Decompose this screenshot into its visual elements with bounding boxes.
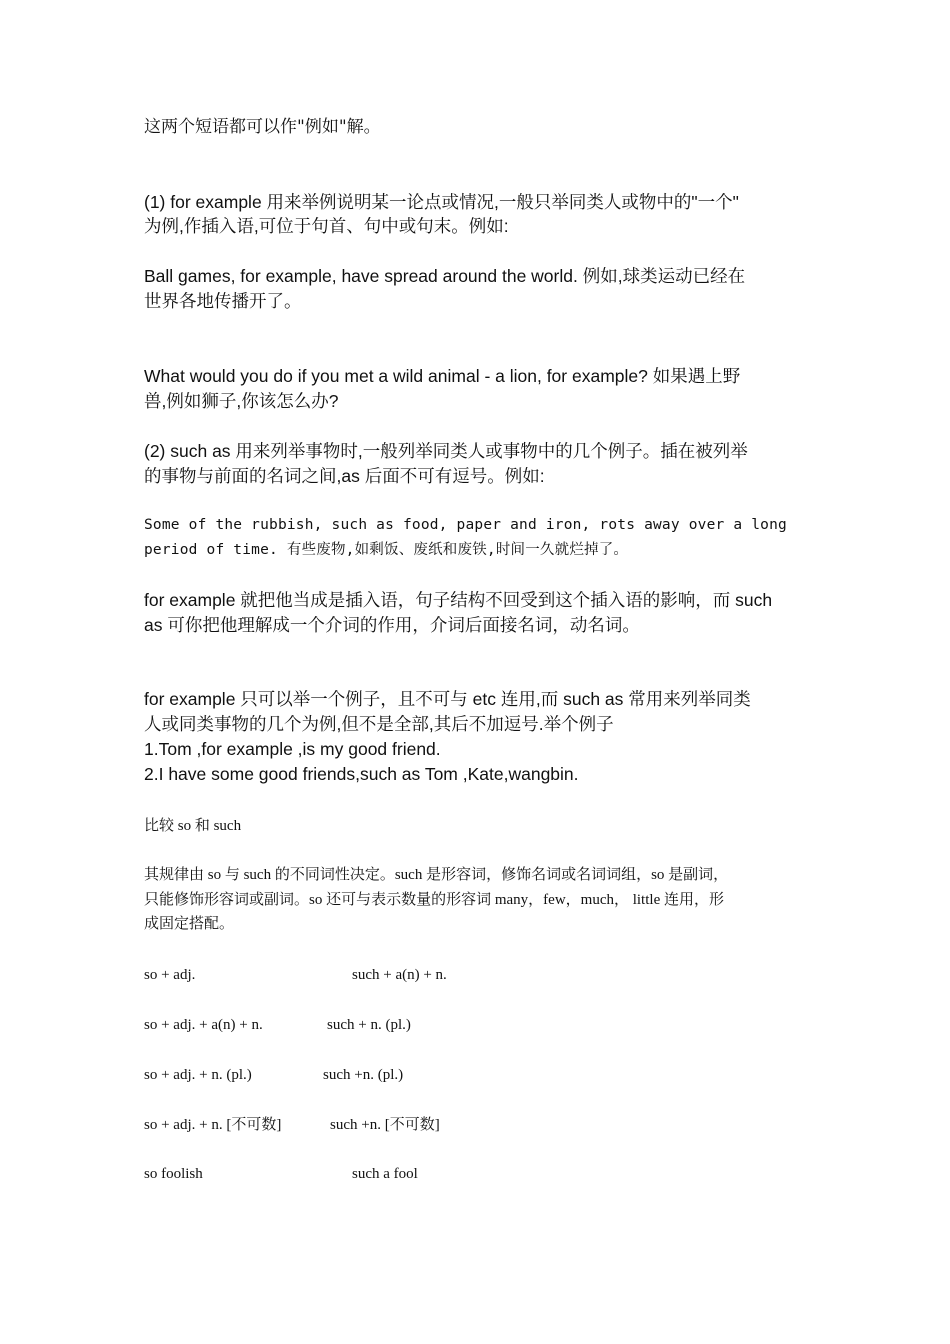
p3-line-2: as 可你把他理解成一个介词的作用，介词后面接名词，动名词。 bbox=[144, 615, 640, 635]
so-pattern-cell: so + adj. + n. [不可数] bbox=[144, 1117, 282, 1133]
so-pattern-cell: so + adj. bbox=[144, 967, 196, 983]
such-pattern-cell: such +n. [不可数] bbox=[330, 1117, 440, 1133]
example3-line-1: Some of the rubbish, such as food, paper and iron, rots away over a long bbox=[144, 517, 787, 533]
rule-line-2: 只能修饰形容词或副词。so 还可与表示数量的形容词 many，few，much， little 连用，形 bbox=[144, 892, 724, 908]
p2-line-2: 的事物与前面的名词之间,as 后面不可有逗号。例如: bbox=[144, 466, 545, 486]
p4-example-1: 1.Tom ,for example ,is my good friend. bbox=[144, 739, 441, 759]
such-pattern-cell: such + n. (pl.) bbox=[327, 1017, 411, 1033]
so-pattern-cell: so foolish bbox=[144, 1166, 203, 1182]
p4-example-2: 2.I have some good friends,such as Tom ,Kate,wangbin. bbox=[144, 764, 579, 784]
example1-line-1: Ball games, for example, have spread around the world. 例如,球类运动已经在 bbox=[144, 266, 746, 286]
p1-line-1: (1) for example 用来举例说明某一论点或情况,一般只举同类人或物中的"一个" bbox=[144, 192, 739, 212]
rule-line-1: 其规律由 so 与 such 的不同词性决定。such 是形容词，修饰名词或名词词组，so 是副词， bbox=[144, 867, 729, 883]
example2-line-2: 兽,例如狮子,你该怎么办? bbox=[144, 391, 339, 411]
such-pattern-cell: such a fool bbox=[352, 1166, 418, 1182]
p2-line-1: (2) such as 用来列举事物时,一般列举同类人或事物中的几个例子。插在被列举 bbox=[144, 441, 748, 461]
p4-line-1: for example 只可以举一个例子，且不可与 etc 连用,而 such as 常用来列举同类 bbox=[144, 689, 751, 709]
such-pattern-cell: such +n. (pl.) bbox=[323, 1067, 404, 1083]
such-pattern-cell: such + a(n) + n. bbox=[352, 967, 447, 983]
p3-line-1: for example 就把他当成是插入语，句子结构不回受到这个插入语的影响，而 such bbox=[144, 590, 773, 610]
so-pattern-cell: so + adj. + n. (pl.) bbox=[144, 1067, 252, 1083]
compare-title: 比较 so 和 such bbox=[144, 818, 242, 834]
p4-line-2: 人或同类事物的几个为例,但不是全部,其后不加逗号.举个例子 bbox=[144, 714, 614, 734]
rule-line-3: 成固定搭配。 bbox=[144, 916, 235, 932]
so-pattern-cell: so + adj. + a(n) + n. bbox=[144, 1017, 263, 1033]
intro-line: 这两个短语都可以作"例如"解。 bbox=[144, 117, 381, 137]
p1-line-2: 为例,作插入语,可位于句首、句中或句末。例如: bbox=[144, 216, 509, 236]
example2-line-1: What would you do if you met a wild animal - a lion, for example? 如果遇上野 bbox=[144, 366, 741, 386]
example3-line-2: period of time. 有些废物,如剩饭、废纸和废铁,时间一久就烂掉了。 bbox=[144, 542, 629, 558]
example1-line-2: 世界各地传播开了。 bbox=[144, 291, 302, 311]
